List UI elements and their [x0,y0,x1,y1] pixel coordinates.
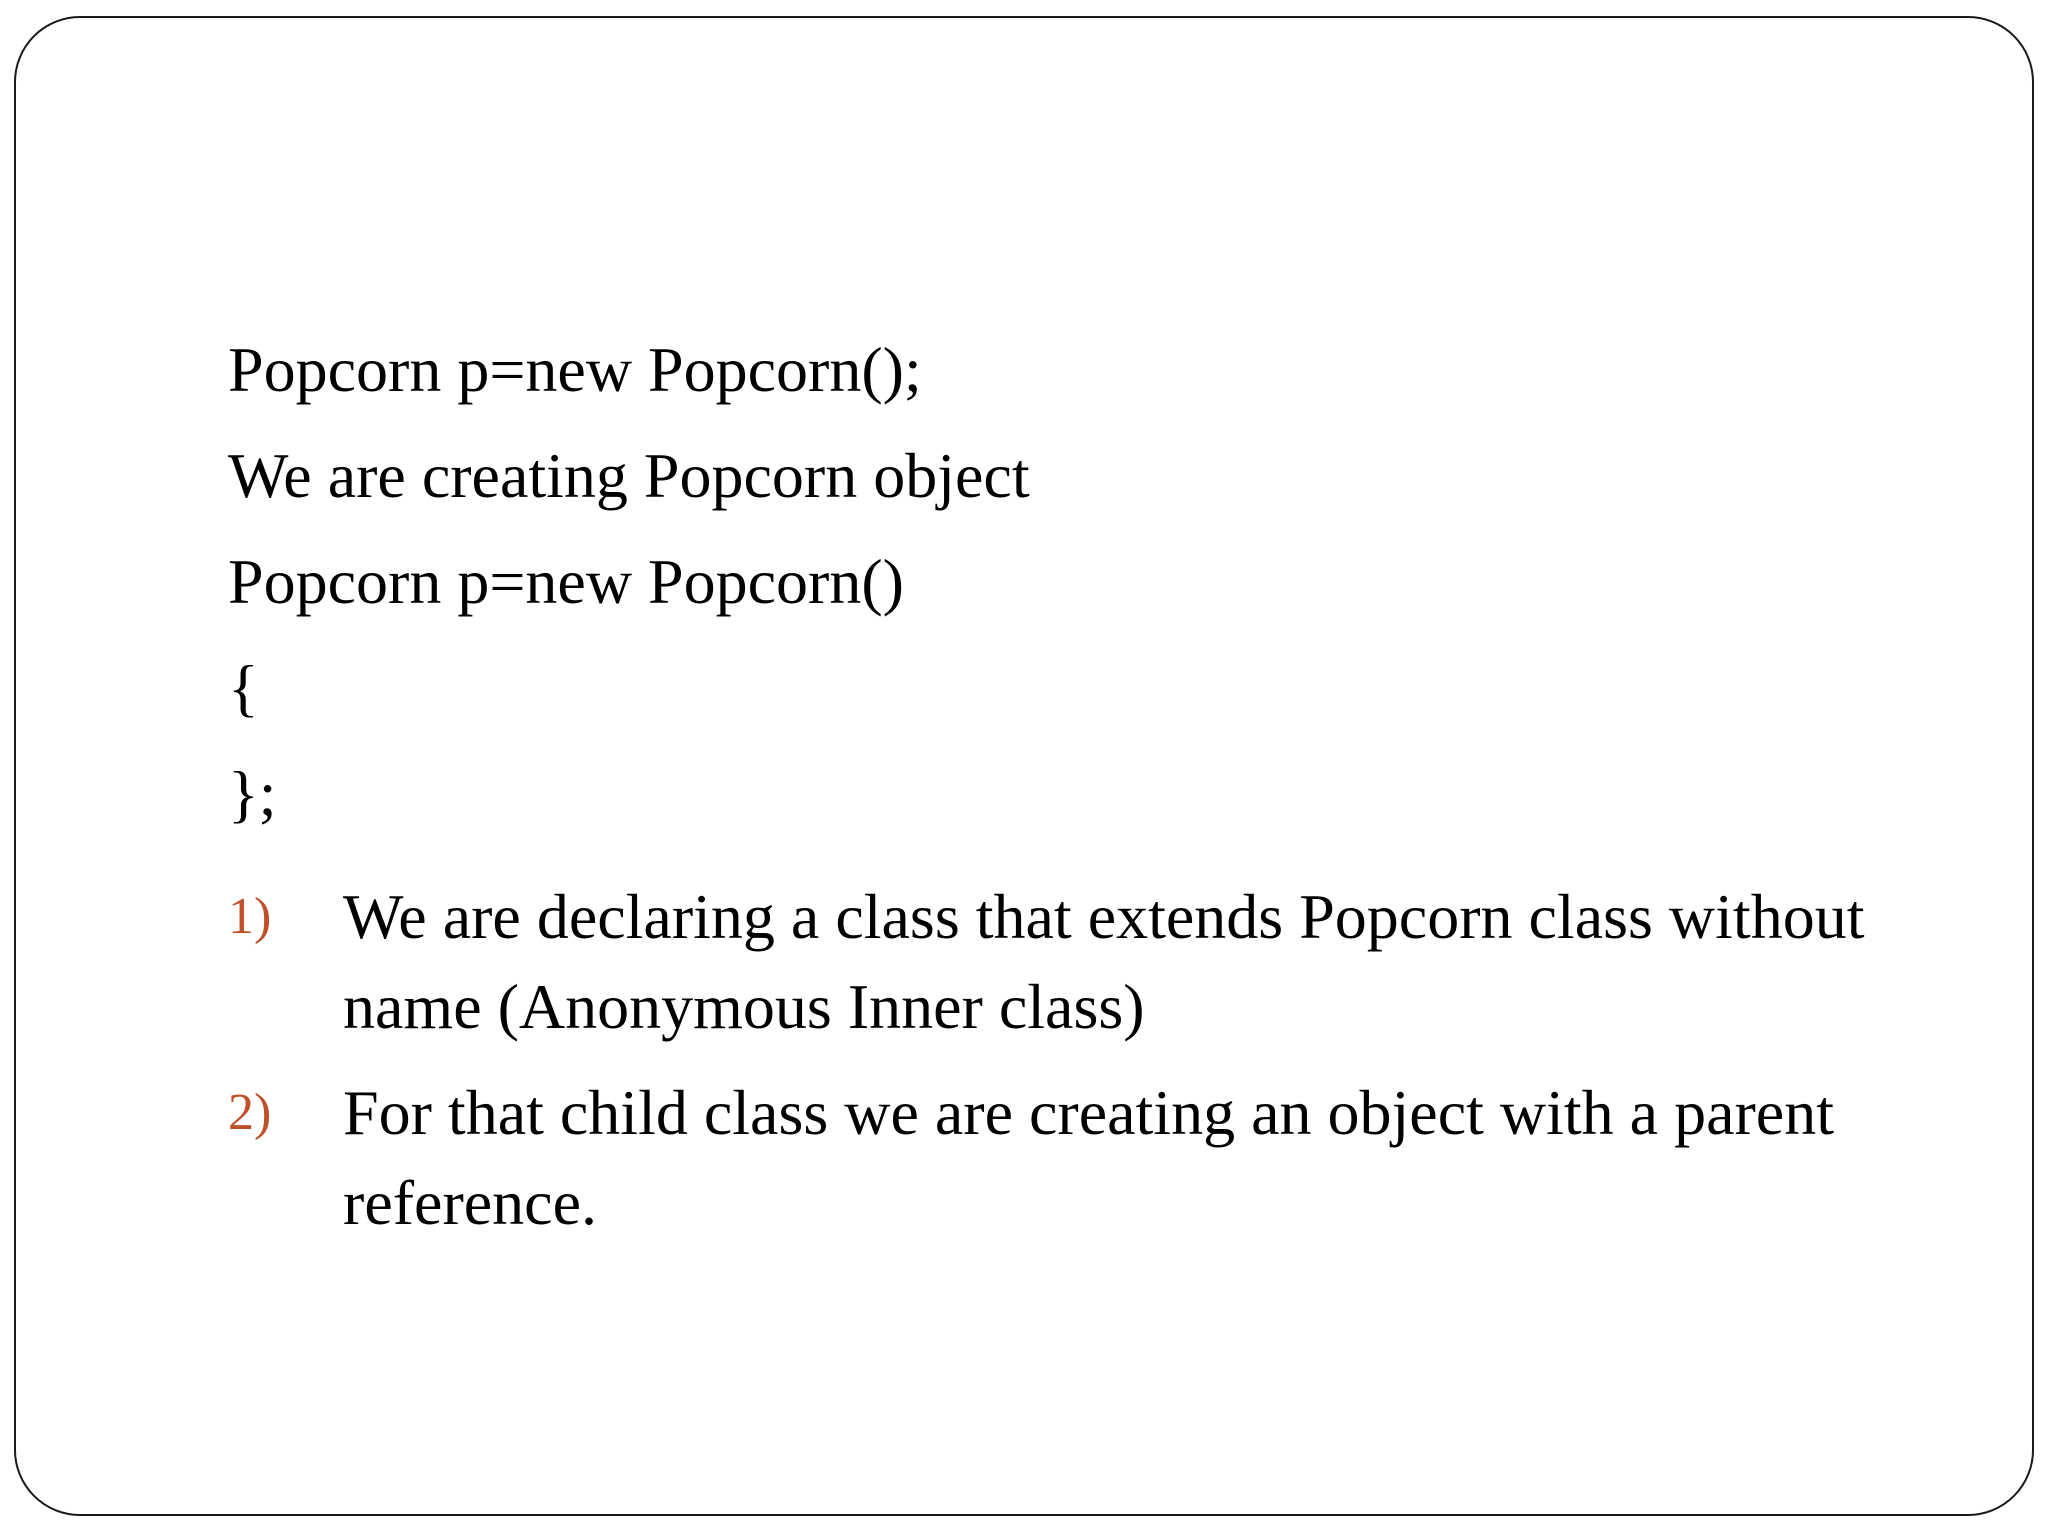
numbered-list [228,872,1948,1264]
code-line: }; [228,758,277,829]
code-line: Popcorn p=new Popcorn(); [228,334,922,405]
list-number: 2) [228,1084,272,1141]
list-number: 1) [228,888,272,945]
list-item [228,872,1948,1052]
code-block [228,330,1928,860]
list-item-text: For that child class we are creating an object with a parent reference. [343,1077,1834,1238]
list-item-text: We are declaring a class that extends Popcorn class without name (Anonymous Inner class) [343,881,1865,1042]
code-line: We are creating Popcorn object [228,440,1030,511]
list-item [228,1068,1948,1248]
code-line: Popcorn p=new Popcorn() [228,546,904,617]
code-line: { [228,652,259,723]
